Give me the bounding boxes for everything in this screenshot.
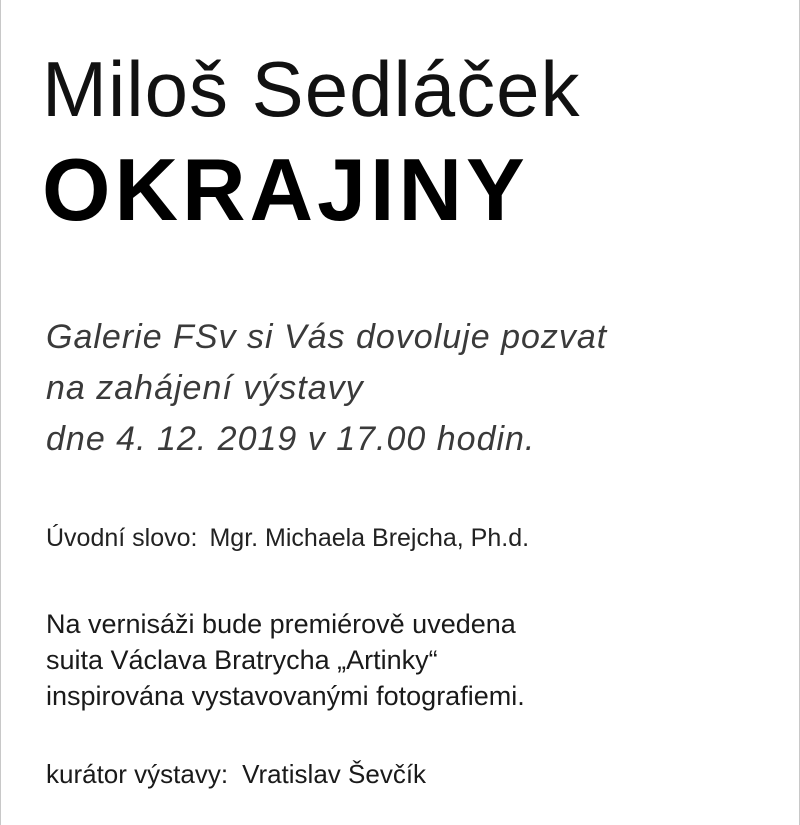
premiere-line: inspirována vystavovanými fotografiemi. (46, 681, 525, 711)
opening-speech (46, 521, 529, 555)
premiere-note (46, 606, 525, 714)
invitation-text (46, 312, 607, 465)
exhibition-title: OKRAJINY (42, 140, 529, 239)
left-border-line (0, 0, 1, 825)
premiere-line: Na vernisáži bude premiérově uvedena (46, 609, 516, 639)
curator-name: Vratislav Ševčík (242, 759, 427, 789)
premiere-line: suita Václava Bratrycha „Artinky“ (46, 645, 438, 675)
curator-credit (46, 756, 426, 792)
invitation-line: Galerie FSv si Vás dovoluje pozvat (46, 318, 608, 356)
opening-speech-label: Úvodní slovo: (46, 524, 198, 552)
invitation-line: dne 4. 12. 2019 v 17.00 hodin. (46, 420, 536, 458)
invitation-line: na zahájení výstavy (46, 369, 364, 407)
artist-name: Miloš Sedláček (42, 45, 581, 133)
curator-label: kurátor výstavy: (46, 759, 229, 789)
opening-speech-speaker: Mgr. Michaela Brejcha, Ph.d. (209, 524, 530, 552)
